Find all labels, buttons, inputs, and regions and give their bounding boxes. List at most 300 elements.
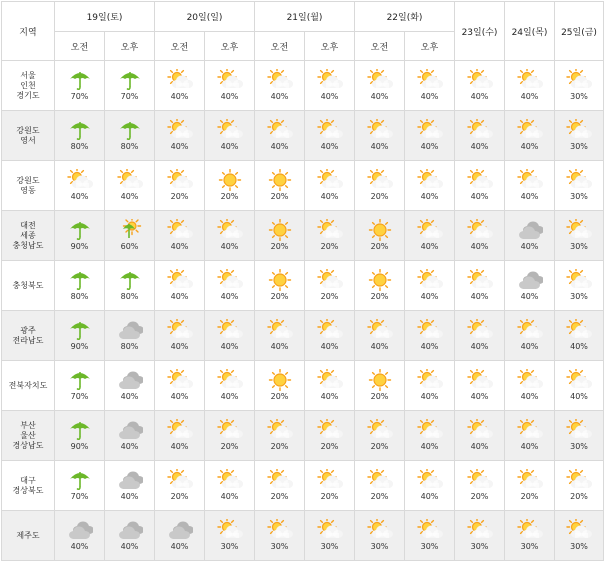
forecast-row <box>2 461 604 511</box>
precipitation-chance: 40% <box>470 192 489 201</box>
precipitation-chance: 20% <box>270 292 289 301</box>
forecast-cell <box>205 161 255 211</box>
forecast-cell <box>355 311 405 361</box>
forecast-row <box>2 361 604 411</box>
region-name: 전북자치도 <box>2 361 55 411</box>
partly-cloudy-icon <box>217 219 243 241</box>
precipitation-chance: 40% <box>520 242 539 251</box>
forecast-cell <box>355 411 405 461</box>
forecast-cell <box>355 361 405 411</box>
precipitation-chance: 40% <box>320 142 339 151</box>
partly-cloudy-icon <box>67 169 93 191</box>
forecast-cell <box>155 361 205 411</box>
partly-cloudy-icon <box>467 519 493 541</box>
forecast-cell <box>555 111 604 161</box>
partly-cloudy-icon <box>566 269 592 291</box>
precipitation-chance: 40% <box>520 192 539 201</box>
forecast-cell <box>155 61 205 111</box>
forecast-cell <box>105 161 155 211</box>
precipitation-chance: 40% <box>470 92 489 101</box>
forecast-cell <box>155 211 205 261</box>
pm-header: 오후 <box>205 32 255 61</box>
forecast-cell <box>205 411 255 461</box>
precipitation-chance: 20% <box>320 292 339 301</box>
cloudy-icon <box>117 519 143 541</box>
precipitation-chance: 30% <box>570 542 588 551</box>
forecast-cell <box>205 461 255 511</box>
cloudy-icon <box>167 519 193 541</box>
sunny-icon <box>267 169 293 191</box>
partly-cloudy-icon <box>317 69 343 91</box>
precipitation-chance: 20% <box>370 192 389 201</box>
forecast-cell <box>355 211 405 261</box>
partly-cloudy-icon <box>566 319 592 341</box>
forecast-cell <box>255 311 305 361</box>
partly-cloudy-icon <box>317 319 343 341</box>
rain-umbrella-icon <box>67 419 93 441</box>
forecast-cell <box>105 511 155 561</box>
forecast-cell <box>255 511 305 561</box>
forecast-cell <box>55 411 105 461</box>
partly-cloudy-icon <box>317 219 343 241</box>
precipitation-chance: 30% <box>470 542 489 551</box>
partly-cloudy-icon <box>167 369 193 391</box>
forecast-cell <box>105 361 155 411</box>
partly-cloudy-icon <box>267 469 293 491</box>
sunny-icon <box>367 219 393 241</box>
partly-cloudy-icon <box>517 519 543 541</box>
forecast-cell <box>555 511 604 561</box>
forecast-cell <box>405 61 455 111</box>
forecast-cell <box>55 111 105 161</box>
precipitation-chance: 40% <box>570 342 588 351</box>
precipitation-chance: 30% <box>370 542 389 551</box>
region-name: 충청북도 <box>2 261 55 311</box>
precipitation-chance: 40% <box>420 392 439 401</box>
partly-cloudy-icon <box>367 69 393 91</box>
forecast-cell <box>255 211 305 261</box>
precipitation-chance: 40% <box>320 392 339 401</box>
partly-cloudy-icon <box>217 269 243 291</box>
precipitation-chance: 30% <box>220 542 239 551</box>
sunny-icon <box>217 169 243 191</box>
partly-cloudy-icon <box>317 169 343 191</box>
forecast-cell <box>305 511 355 561</box>
forecast-cell <box>455 461 505 511</box>
precipitation-chance: 40% <box>270 142 289 151</box>
precipitation-chance: 40% <box>470 392 489 401</box>
forecast-row <box>2 161 604 211</box>
forecast-cell <box>55 211 105 261</box>
region-name: 부산 울산 경상남도 <box>2 411 55 461</box>
precipitation-chance: 40% <box>120 492 139 501</box>
day-header-20: 20일(일) <box>155 2 255 32</box>
partly-cloudy-icon <box>217 519 243 541</box>
partly-cloudy-icon <box>467 369 493 391</box>
forecast-cell <box>105 111 155 161</box>
partly-cloudy-icon <box>217 119 243 141</box>
forecast-row <box>2 411 604 461</box>
partly-cloudy-icon <box>167 219 193 241</box>
region-name: 서울 인천 경기도 <box>2 61 55 111</box>
precipitation-chance: 30% <box>320 542 339 551</box>
precipitation-chance: 40% <box>120 192 139 201</box>
forecast-cell <box>355 111 405 161</box>
partly-cloudy-icon <box>417 469 443 491</box>
forecast-row <box>2 311 604 361</box>
pm-header: 오후 <box>405 32 455 61</box>
cloudy-icon <box>117 419 143 441</box>
forecast-row <box>2 111 604 161</box>
forecast-cell <box>255 361 305 411</box>
partly-cloudy-icon <box>167 119 193 141</box>
sunny-icon <box>267 219 293 241</box>
forecast-cell <box>305 461 355 511</box>
forecast-cell <box>355 461 405 511</box>
forecast-row <box>2 511 604 561</box>
partly-cloudy-icon <box>167 419 193 441</box>
precipitation-chance: 30% <box>570 142 588 151</box>
forecast-cell <box>205 361 255 411</box>
forecast-cell <box>255 161 305 211</box>
partly-cloudy-icon <box>217 419 243 441</box>
precipitation-chance: 40% <box>120 442 139 451</box>
rain-umbrella-icon <box>117 119 143 141</box>
precipitation-chance: 40% <box>320 342 339 351</box>
precipitation-chance: 40% <box>220 92 239 101</box>
precipitation-chance: 20% <box>520 492 539 501</box>
partly-cloudy-icon <box>517 69 543 91</box>
precipitation-chance: 40% <box>170 442 189 451</box>
am-header: 오전 <box>355 32 405 61</box>
partly-cloudy-icon <box>267 69 293 91</box>
precipitation-chance: 20% <box>370 392 389 401</box>
forecast-cell <box>555 311 604 361</box>
partly-cloudy-icon <box>467 269 493 291</box>
pm-header: 오후 <box>105 32 155 61</box>
forecast-cell <box>355 161 405 211</box>
rain-umbrella-icon <box>67 369 93 391</box>
precipitation-chance: 40% <box>420 492 439 501</box>
precipitation-chance: 20% <box>320 492 339 501</box>
forecast-cell <box>305 261 355 311</box>
partly-cloudy-icon <box>367 319 393 341</box>
precipitation-chance: 80% <box>120 342 139 351</box>
forecast-cell <box>305 61 355 111</box>
region-name: 대구 경상북도 <box>2 461 55 511</box>
forecast-cell <box>405 511 455 561</box>
am-header: 오전 <box>255 32 305 61</box>
partly-cloudy-icon <box>267 119 293 141</box>
precipitation-chance: 40% <box>470 242 489 251</box>
forecast-cell <box>405 361 455 411</box>
forecast-cell <box>305 361 355 411</box>
precipitation-chance: 20% <box>270 192 289 201</box>
forecast-cell <box>155 411 205 461</box>
forecast-cell <box>105 311 155 361</box>
forecast-cell <box>205 261 255 311</box>
forecast-cell <box>355 511 405 561</box>
forecast-cell <box>55 361 105 411</box>
forecast-cell <box>455 511 505 561</box>
precipitation-chance: 40% <box>120 542 139 551</box>
forecast-cell <box>555 361 604 411</box>
forecast-cell <box>555 261 604 311</box>
partly-cloudy-icon <box>367 519 393 541</box>
forecast-cell <box>555 211 604 261</box>
day-header-25: 25일(금) <box>555 2 604 61</box>
precipitation-chance: 20% <box>320 442 339 451</box>
forecast-cell <box>155 111 205 161</box>
precipitation-chance: 40% <box>420 342 439 351</box>
partly-cloudy-icon <box>566 419 592 441</box>
partly-cloudy-icon <box>167 169 193 191</box>
partly-cloudy-icon <box>367 119 393 141</box>
precipitation-chance: 40% <box>220 292 239 301</box>
forecast-cell <box>55 61 105 111</box>
partly-cloudy-icon <box>217 369 243 391</box>
cloudy-icon <box>517 269 543 291</box>
forecast-cell <box>555 411 604 461</box>
partly-cloudy-icon <box>517 319 543 341</box>
forecast-cell <box>505 361 555 411</box>
precipitation-chance: 90% <box>70 442 89 451</box>
rain-umbrella-icon <box>67 269 93 291</box>
partly-cloudy-icon <box>467 219 493 241</box>
partly-cloudy-icon <box>367 419 393 441</box>
precipitation-chance: 30% <box>270 542 289 551</box>
day-header-22: 22일(화) <box>355 2 455 32</box>
forecast-cell <box>205 111 255 161</box>
forecast-cell <box>505 61 555 111</box>
forecast-cell <box>505 311 555 361</box>
forecast-cell <box>105 61 155 111</box>
forecast-cell <box>155 311 205 361</box>
precipitation-chance: 40% <box>170 92 189 101</box>
rain-umbrella-icon <box>67 219 93 241</box>
precipitation-chance: 20% <box>270 442 289 451</box>
pm-header: 오후 <box>305 32 355 61</box>
precipitation-chance: 20% <box>270 492 289 501</box>
forecast-cell <box>455 161 505 211</box>
forecast-cell <box>155 461 205 511</box>
forecast-cell <box>455 361 505 411</box>
forecast-cell <box>455 61 505 111</box>
forecast-cell <box>305 161 355 211</box>
partly-cloudy-icon <box>217 69 243 91</box>
partly-cloudy-icon <box>417 219 443 241</box>
precipitation-chance: 20% <box>270 242 289 251</box>
am-header: 오전 <box>55 32 105 61</box>
forecast-cell <box>105 261 155 311</box>
forecast-cell <box>505 411 555 461</box>
forecast-cell <box>405 161 455 211</box>
precipitation-chance: 30% <box>520 542 539 551</box>
forecast-cell <box>405 211 455 261</box>
partly-cloudy-icon <box>167 69 193 91</box>
precipitation-chance: 20% <box>220 192 239 201</box>
partly-cloudy-icon <box>467 469 493 491</box>
precipitation-chance: 40% <box>70 192 89 201</box>
precipitation-chance: 40% <box>420 292 439 301</box>
forecast-cell <box>455 311 505 361</box>
precipitation-chance: 30% <box>570 442 588 451</box>
region-header: 지역 <box>2 2 55 61</box>
precipitation-chance: 40% <box>370 142 389 151</box>
day-header-23: 23일(수) <box>455 2 505 61</box>
forecast-cell <box>105 211 155 261</box>
precipitation-chance: 40% <box>520 142 539 151</box>
forecast-cell <box>255 111 305 161</box>
precipitation-chance: 40% <box>570 392 588 401</box>
forecast-cell <box>105 411 155 461</box>
precipitation-chance: 20% <box>320 242 339 251</box>
partly-cloudy-icon <box>517 469 543 491</box>
precipitation-chance: 40% <box>520 292 539 301</box>
forecast-body <box>2 61 604 561</box>
forecast-cell <box>505 261 555 311</box>
partly-cloudy-icon <box>566 219 592 241</box>
cloudy-icon <box>517 219 543 241</box>
forecast-cell <box>55 311 105 361</box>
forecast-cell <box>105 461 155 511</box>
rain-umbrella-icon <box>67 69 93 91</box>
precipitation-chance: 40% <box>220 242 239 251</box>
forecast-cell <box>155 261 205 311</box>
forecast-cell <box>455 111 505 161</box>
forecast-cell <box>355 261 405 311</box>
partly-cloudy-icon <box>417 319 443 341</box>
precipitation-chance: 40% <box>320 192 339 201</box>
partly-cloudy-icon <box>467 169 493 191</box>
forecast-cell <box>55 461 105 511</box>
precipitation-chance: 20% <box>470 492 489 501</box>
precipitation-chance: 20% <box>370 442 389 451</box>
precipitation-chance: 20% <box>370 492 389 501</box>
forecast-cell <box>405 411 455 461</box>
partly-cloudy-icon <box>566 169 592 191</box>
cloudy-icon <box>67 519 93 541</box>
precipitation-chance: 40% <box>520 392 539 401</box>
forecast-cell <box>255 461 305 511</box>
partly-cloudy-icon <box>267 519 293 541</box>
partly-cloudy-icon <box>317 369 343 391</box>
precipitation-chance: 40% <box>470 442 489 451</box>
precipitation-chance: 40% <box>520 442 539 451</box>
forecast-cell <box>155 511 205 561</box>
day-header-21: 21일(월) <box>255 2 355 32</box>
partly-cloudy-icon <box>517 419 543 441</box>
partly-cloudy-icon <box>566 469 592 491</box>
forecast-cell <box>455 261 505 311</box>
partly-cloudy-icon <box>517 169 543 191</box>
precipitation-chance: 40% <box>420 92 439 101</box>
precipitation-chance: 40% <box>470 342 489 351</box>
forecast-cell <box>155 161 205 211</box>
forecast-cell <box>505 111 555 161</box>
forecast-cell <box>305 311 355 361</box>
precipitation-chance: 90% <box>70 242 89 251</box>
precipitation-chance: 70% <box>70 492 89 501</box>
sunny-icon <box>267 269 293 291</box>
cloudy-icon <box>117 369 143 391</box>
partly-cloudy-icon <box>467 319 493 341</box>
precipitation-chance: 70% <box>70 392 89 401</box>
precipitation-chance: 30% <box>570 192 588 201</box>
partly-cloudy-icon <box>417 519 443 541</box>
rain-umbrella-icon <box>67 319 93 341</box>
precipitation-chance: 20% <box>370 292 389 301</box>
partly-cloudy-icon <box>217 319 243 341</box>
forecast-row <box>2 261 604 311</box>
partly-cloudy-icon <box>417 119 443 141</box>
precipitation-chance: 40% <box>220 142 239 151</box>
precipitation-chance: 40% <box>420 442 439 451</box>
precipitation-chance: 40% <box>320 92 339 101</box>
forecast-cell <box>55 261 105 311</box>
precipitation-chance: 20% <box>370 242 389 251</box>
precipitation-chance: 80% <box>70 142 89 151</box>
forecast-cell <box>205 211 255 261</box>
region-name: 제주도 <box>2 511 55 561</box>
forecast-cell <box>505 461 555 511</box>
partly-cloudy-icon <box>317 469 343 491</box>
precipitation-chance: 40% <box>170 542 189 551</box>
precipitation-chance: 20% <box>270 392 289 401</box>
precipitation-chance: 40% <box>170 242 189 251</box>
rain-umbrella-icon <box>67 119 93 141</box>
forecast-cell <box>455 211 505 261</box>
forecast-cell <box>205 61 255 111</box>
precipitation-chance: 40% <box>220 342 239 351</box>
partly-cloudy-icon <box>517 119 543 141</box>
partly-cloudy-icon <box>267 319 293 341</box>
partly-cloudy-icon <box>467 69 493 91</box>
forecast-cell <box>455 411 505 461</box>
weather-forecast-table <box>1 1 604 561</box>
precipitation-chance: 40% <box>220 392 239 401</box>
forecast-cell <box>505 161 555 211</box>
partly-cloudy-icon <box>117 169 143 191</box>
partly-cloudy-icon <box>317 119 343 141</box>
forecast-cell <box>505 511 555 561</box>
forecast-cell <box>305 411 355 461</box>
forecast-cell <box>55 161 105 211</box>
partly-cloudy-icon <box>167 319 193 341</box>
forecast-cell <box>505 211 555 261</box>
partly-cloudy-icon <box>417 169 443 191</box>
partly-cloudy-icon <box>317 269 343 291</box>
partly-cloudy-icon <box>467 419 493 441</box>
partly-cloudy-icon <box>566 119 592 141</box>
precipitation-chance: 20% <box>220 442 239 451</box>
precipitation-chance: 30% <box>420 542 439 551</box>
precipitation-chance: 40% <box>170 392 189 401</box>
precipitation-chance: 40% <box>520 342 539 351</box>
partly-cloudy-icon <box>417 269 443 291</box>
precipitation-chance: 20% <box>170 492 189 501</box>
partly-cloudy-icon <box>566 69 592 91</box>
precipitation-chance: 80% <box>120 292 139 301</box>
partly-cloudy-icon <box>267 419 293 441</box>
forecast-cell <box>555 161 604 211</box>
partly-cloudy-icon <box>566 519 592 541</box>
precipitation-chance: 70% <box>120 92 139 101</box>
precipitation-chance: 20% <box>570 492 588 501</box>
region-name: 강원도 영서 <box>2 111 55 161</box>
partly-cloudy-icon <box>517 369 543 391</box>
forecast-cell <box>405 311 455 361</box>
